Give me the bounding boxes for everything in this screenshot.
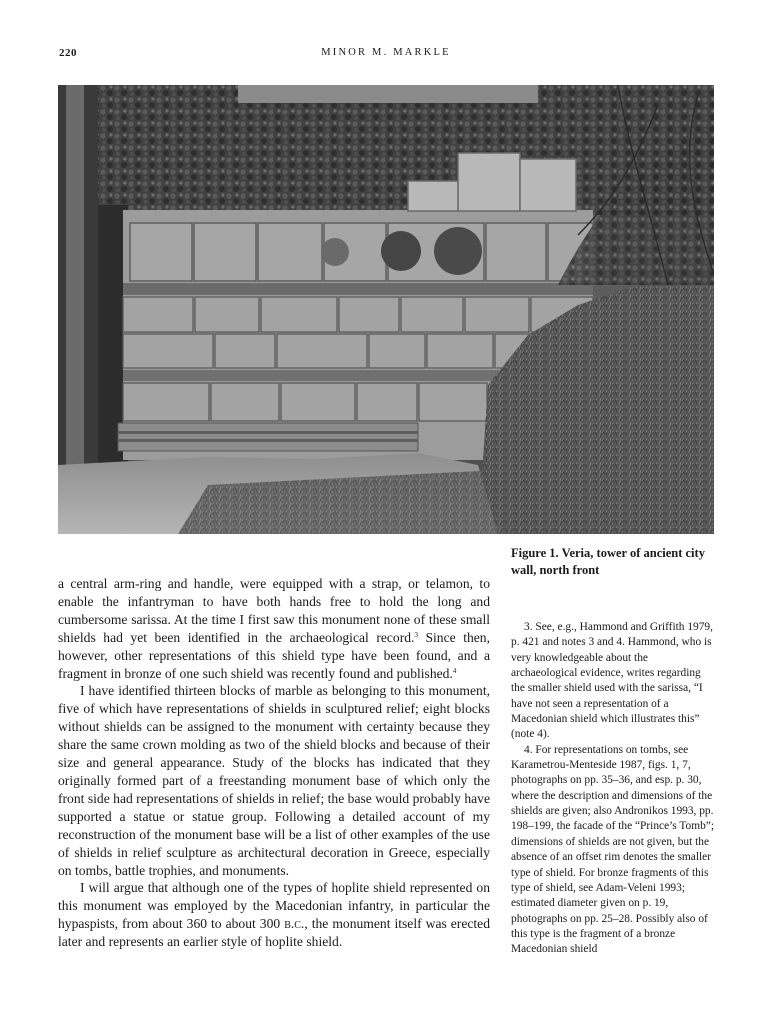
main-text bbox=[58, 575, 490, 951]
footnote-4: 4. For representations on tombs, see Karametrou-Menteside 1987, figs. 1, 7, photographs on pp. 35–36, and esp. p. 30, where the description and dimensions of the shields are given; also Andronikos 1993, pp. 198–199, the facade of the “Prince’s Tomb”; dimensions of shields are not given, but the absence of an offset rim denotes the smaller type of shield. For bronze fragments of this type of shield, see Adam-Veleni 1993; estimated diameter given on p. 19, photographs on pp. 25–28. Possibly also of this type is the fragment of a bronze Macedonian shield bbox=[511, 743, 715, 956]
footnotes bbox=[511, 620, 716, 958]
shield-relief-icon bbox=[381, 231, 421, 271]
running-head: MINOR M. MARKLE bbox=[321, 47, 451, 58]
paragraph-3: I will argue that although one of the types of hoplite shield represented on this monument was employed by the Macedonian infantry, in particular the hypaspists, from about 360 to about 300 b.c., the monument itself was erected later and represents an earlier style of hoplite shield. bbox=[58, 880, 491, 950]
footnote-3: 3. See, e.g., Hammond and Griffith 1979, p. 421 and notes 3 and 4. Hammond, who is very knowledgeable about the archaeological evidence, writes regarding the smaller shield used with the sarissa, “I have not seen a representation of a Macedonian shield which illustrates this” (note 4). bbox=[511, 621, 713, 741]
paragraph-2: I have identified thirteen blocks of marble as belonging to this monument, five of which have representations of shields in sculptured relief; eight blocks without shields can be assigned to the monument with certainty because they share the same crown molding as two of the shield blocks and because of their size and general appearance. Study of the blocks has indicated that they originally formed part of a freestanding monument base of which only the front side had representations of shields in relief; the base would probably have supported a statue or statue group. Following a detailed account of my reconstruction of the monument base will be a list of other examples of the use of shields in relief sculpture as architectural decoration in Greece, especially on tombs, battle trophies, and monuments. bbox=[58, 683, 490, 878]
figure-photograph bbox=[58, 85, 714, 534]
note-ref-4[interactable]: 4 bbox=[452, 666, 457, 675]
figure-caption: Figure 1. Veria, tower of ancient city wall, north front bbox=[511, 546, 705, 577]
wall-photo bbox=[58, 85, 714, 534]
page-number: 220 bbox=[59, 47, 77, 59]
shield-relief-icon bbox=[434, 227, 482, 275]
paragraph-1: a central arm-ring and handle, were equipped with a strap, or telamon, to enable the infantryman to have both hands free to hold the long and cumbersome sarissa. At the time I first saw this monument none of these small shields had yet been identified in the archaeological record.$^3$ Since then, however, other representations of this shield type have been found, and a fragment in bronze of one such shield was recently found and published.$^4$ bbox=[58, 576, 490, 681]
shield-relief-icon bbox=[321, 238, 349, 266]
era-abbreviation: b.c. bbox=[284, 916, 305, 932]
note-ref-3[interactable]: 3 bbox=[414, 630, 418, 639]
